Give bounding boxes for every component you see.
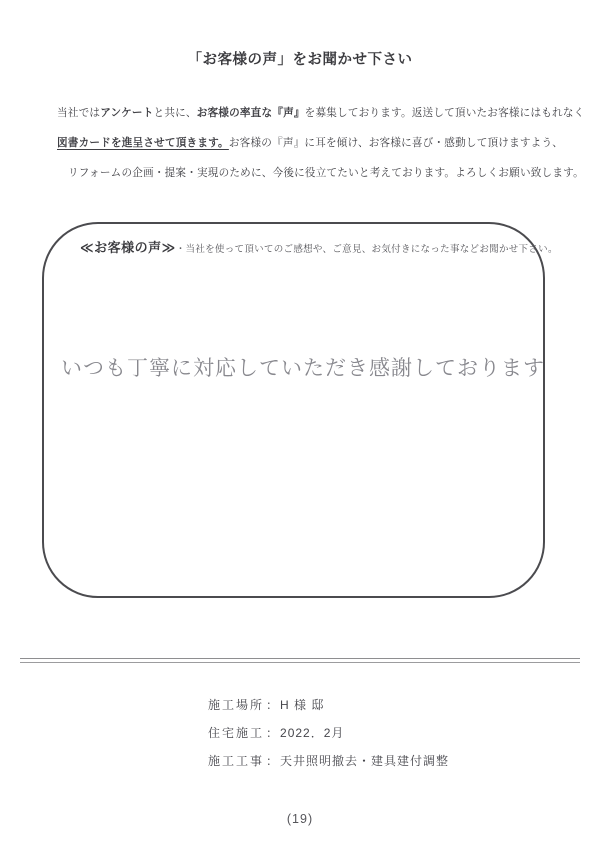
detail-value: H 様 邸 [280, 698, 325, 712]
intro-line-1 [57, 98, 585, 128]
voice-box-note: ・当社を使って頂いてのご感想や、ご意見、お気付きになった事などお聞かせ下さい。 [175, 244, 558, 255]
intro-line-2 [57, 128, 564, 158]
voice-box-header [80, 237, 558, 257]
intro-text: お客様の『声』に耳を傾け、お客様に喜び・感動して頂けますよう、 [228, 137, 564, 149]
intro-emphasis: お客様の率直な『声』 [196, 107, 305, 119]
detail-separator: ： [266, 698, 279, 712]
detail-row-date [208, 719, 449, 747]
detail-separator: ： [266, 726, 279, 740]
detail-label: 住宅施工 [208, 726, 265, 740]
customer-voice-box [42, 222, 558, 598]
voice-box-heading: ≪お客様の声≫ [80, 240, 176, 255]
detail-label: 施工場所 [208, 698, 265, 712]
intro-text: を募集しております。返送して頂いたお客様にはもれなく [304, 107, 585, 119]
detail-row-work [208, 747, 449, 775]
intro-text: 当社では [57, 107, 101, 119]
detail-row-location [208, 691, 449, 719]
detail-value: 天井照明撤去・建具建付調整 [280, 754, 450, 768]
detail-value: 2022．2月 [280, 726, 345, 740]
intro-text: と共に、 [153, 107, 197, 119]
detail-label: 施工工事 [208, 754, 265, 768]
page-title: 「お客様の声」をお聞かせ下さい [187, 52, 413, 68]
construction-details [208, 691, 449, 775]
double-rule-divider [20, 658, 580, 663]
customer-comment-text: いつも丁寧に対応していただき感謝しております [61, 357, 545, 380]
intro-text: リフォームの企画・提案・実現のために、今後に役立てたいと考えております。よろしくお願い致します。 [68, 167, 584, 179]
intro-line-3 [57, 158, 584, 188]
page-number: (19) [286, 812, 314, 826]
detail-separator: ： [266, 754, 279, 768]
intro-emphasis-underlined: 図書カードを進呈させて頂きます。 [57, 137, 229, 149]
intro-paragraph [57, 98, 585, 188]
intro-emphasis: アンケート [100, 107, 154, 119]
